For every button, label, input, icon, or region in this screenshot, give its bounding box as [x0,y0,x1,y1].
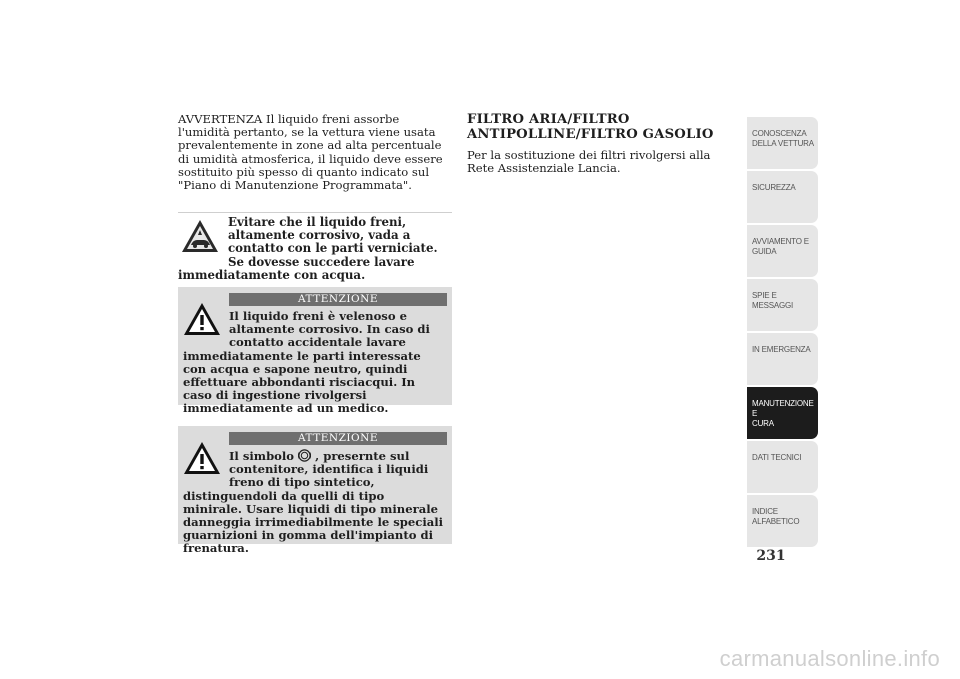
note-block [178,216,452,282]
note-text: Evitare che il liquido freni, altamente corrosivo, vada a contatto con le parti verniciate. Se dovesse succedere lavare immediatamente con acqua. [178,215,438,282]
tab-label-line1: INDICE [752,507,778,516]
warning-text-after: , presernte sul contenitore, identifica i liquidi freno di tipo sintetico, distinguendoli da quelli di tipo minirale. Usare liquidi di tipo minerale danneggia irrimediabilmente le speciali guarnizioni in gomma dell'impianto di frenatura. [183,449,444,556]
warning-text [183,449,447,556]
tab-label-line1: DATI TECNICI [752,453,802,462]
tab-label-line1: IN EMERGENZA [752,345,811,354]
warning-box-2 [178,426,452,556]
warning-header: ATTENZIONE [229,432,447,445]
tab-label-line2: GUIDA [752,247,777,256]
tab-sicurezza[interactable] [747,171,818,223]
section-body: Per la sostituzione dei filtri rivolgersi alla Rete Assistenziale Lancia. [467,148,711,176]
tab-label-line1: SICUREZZA [752,183,796,192]
tab-manutenzione-e-cura[interactable] [747,387,818,439]
tab-indice-alfabetico[interactable] [747,495,818,547]
avvertenza-paragraph: AVVERTENZA Il liquido freni assorbe l'umidità pertanto, se la vettura viene usata prevalentemente in zone ad alta percentuale di umidità atmosferica, il liquido deve essere sostituito più spesso di quanto indicato sul "Piano di Manutenzione Programmata". [178,112,443,193]
warning-text-before: Il simbolo [229,449,295,463]
page-number: 231 [756,548,786,564]
right-column [467,113,727,175]
tab-label-line2: ALFABETICO [752,517,800,526]
tab-label-line1: AVVIAMENTO E [752,237,809,246]
warning-triangle-icon [183,302,221,336]
left-column [178,113,452,192]
section-title-line2: ANTIPOLLINE/FILTRO GASOLIO [467,126,714,142]
section-title [467,113,727,142]
warning-triangle-icon [183,441,221,475]
watermark: carmanualsonline.info [719,646,940,671]
tab-label-line1: MANUTENZIONE E [752,399,814,418]
tab-dati-tecnici[interactable] [747,441,818,493]
car-paint-hazard-icon [180,218,220,254]
tab-label-line2: DELLA VETTURA [752,139,814,148]
tab-label-line2: CURA [752,419,774,428]
tab-label-line1: SPIE E MESSAGGI [752,291,794,310]
chapter-tabs [747,117,818,549]
tab-avviamento-e-guida[interactable] [747,225,818,277]
note-divider [178,212,452,213]
tab-label-line1: CONOSCENZA [752,129,807,138]
tab-conoscenza-della-vettura[interactable] [747,117,818,169]
tab-spie-e-messaggi[interactable] [747,279,818,331]
section-title-line1: FILTRO ARIA/FILTRO [467,112,630,127]
tab-in-emergenza[interactable] [747,333,818,385]
brake-fluid-symbol-icon [298,449,311,462]
warning-header: ATTENZIONE [229,293,447,306]
warning-box-1 [178,287,452,416]
warning-text: Il liquido freni è velenoso e altamente corrosivo. In caso di contatto accidentale lavare immediatamente le parti interessate con acqua e sapone neutro, quindi effettuare abbondanti risciacqui. In caso di ingestione rivolgersi immediatamente ad un medico. [183,309,430,416]
